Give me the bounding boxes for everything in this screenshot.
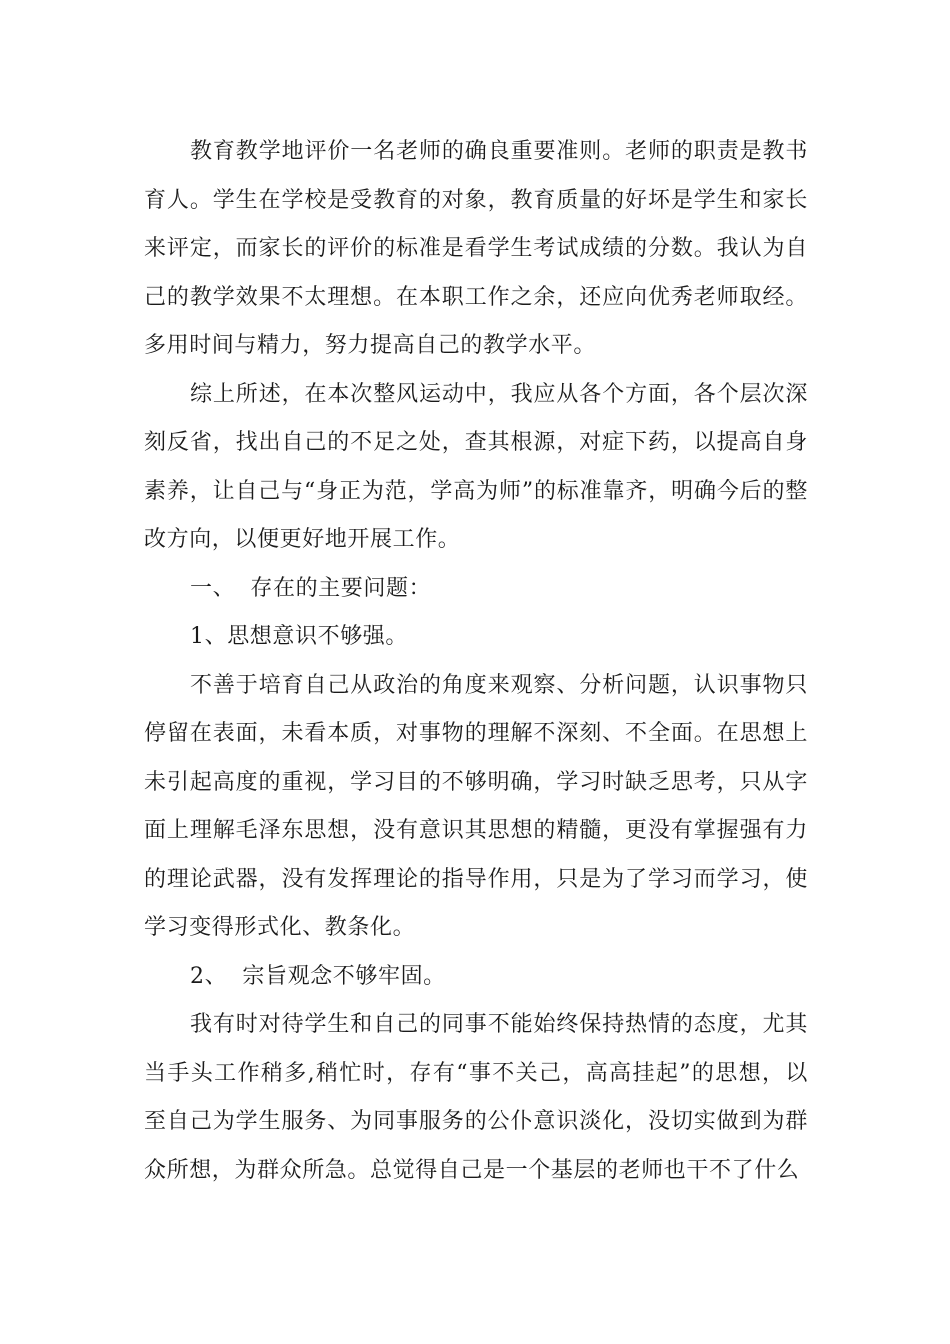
section-heading-main-problems: 一、 存在的主要问题： — [190, 575, 432, 601]
subheading-ideology: 1、思想意识不够强。 — [190, 624, 408, 649]
paragraph-ideology: 不善于培育自己从政治的角度来观察、分析问题，认识事物只停留在表面，未看本质，对事物的理解不深刻、不全面。在思想上未引起高度的重视，学习目的不够明确，学习时缺乏思考，只从字面上理解毛泽东思想，没有意识其思想的精髓，更没有掌握强有力的理论武器，没有发挥理论的指导作用，只是为了学习而学习，使学习变得形式化、教条化。 — [144, 672, 808, 940]
paragraph-purpose: 我有时对待学生和自己的同事不能始终保持热情的态度，尤其当手头工作稍多,稍忙时，存有“事不关己，高高挂起”的思想，以至自己为学生服务、为同事服务的公仆意识淡化，没切实做到为群众所想，为群众所急。总觉得自己是一个基层的老师也干不了什么 — [144, 1012, 808, 1183]
paragraph-summary: 综上所述，在本次整风运动中，我应从各个方面，各个层次深刻反省，找出自己的不足之处，查其根源，对症下药，以提高自身素养，让自己与“身正为范，学高为师”的标准靠齐，明确今后的整改方向，以便更好地开展工作。 — [144, 381, 808, 552]
subheading-purpose: 2、 宗旨观念不够牢固。 — [190, 963, 446, 989]
paragraph-evaluation: 教育教学地评价一名老师的确良重要准则。老师的职责是教书育人。学生在学校是受教育的对象，教育质量的好坏是学生和家长来评定，而家长的评价的标准是看学生考试成绩的分数。我认为自己的教学效果不太理想。在本职工作之余，还应向优秀老师取经。多用时间与精力，努力提高自己的教学水平。 — [144, 139, 808, 358]
document-body — [144, 128, 808, 1195]
